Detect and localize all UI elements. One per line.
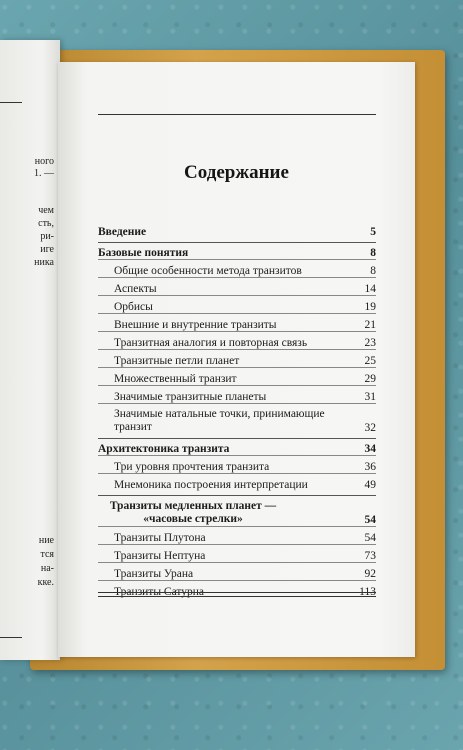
toc-section — [98, 242, 376, 259]
left-text-fragment: на- — [40, 563, 54, 574]
toc-entry-title: Значимые транзитные планеты — [114, 391, 267, 403]
toc-page-number: 23 — [364, 337, 376, 349]
toc-entry-title: Орбисы — [114, 301, 153, 313]
toc-entry — [98, 544, 376, 562]
toc-entry-title: Архитектоника транзита — [98, 443, 230, 455]
toc-entry-title: Базовые понятия — [98, 247, 189, 259]
left-text-fragment: сть, — [38, 218, 54, 229]
page-title: Содержание — [184, 162, 289, 183]
toc-page-number: 8 — [370, 265, 376, 277]
toc-entry — [98, 562, 376, 580]
left-page-bottom-rule — [0, 637, 22, 638]
toc-entry-title: Аспекты — [114, 283, 157, 295]
toc-entry — [98, 259, 376, 277]
toc-entry — [98, 313, 376, 331]
toc-entry-title: Множественный транзит — [114, 373, 237, 385]
toc-entry-title: Значимые натальные точки, принимающие транзит — [114, 408, 325, 433]
toc-entry-title: Транзиты Нептуна — [114, 550, 206, 562]
left-text-fragment: ного — [34, 156, 54, 167]
toc-entry-title: Транзиты Сатурна — [114, 586, 205, 598]
left-text-fragment: кке. — [37, 577, 54, 588]
toc-page-number: 49 — [364, 479, 376, 491]
toc-entry — [98, 526, 376, 544]
toc-page-number: 34 — [364, 443, 376, 455]
toc-page-number: 36 — [364, 461, 376, 473]
toc-page-number: 21 — [364, 319, 376, 331]
toc-entry-title: Транзиты медленных планет — «часовые стрелки» — [109, 500, 277, 525]
toc-entry-title: Внешние и внутренние транзиты — [114, 319, 277, 331]
toc-entry-title: Три уровня прочтения транзита — [114, 461, 270, 473]
toc-entry-title: Транзиты Плутона — [114, 532, 206, 544]
toc-entry — [98, 455, 376, 473]
toc-entry-title: Мнемоника построения интерпретации — [114, 479, 308, 491]
contents-page — [58, 62, 415, 657]
toc-entry — [98, 349, 376, 367]
left-text-fragment: ние — [38, 535, 54, 546]
toc-section — [98, 495, 376, 526]
left-text-fragment: ника — [34, 257, 54, 268]
toc-page-number: 92 — [364, 568, 376, 580]
left-text-fragment: ри- — [40, 231, 54, 242]
toc-page-number: 19 — [364, 301, 376, 313]
toc-page-number: 29 — [364, 373, 376, 385]
left-text-fragment: чем — [38, 205, 54, 216]
bottom-rule — [98, 592, 376, 593]
left-page — [0, 40, 60, 660]
toc-entry — [98, 385, 376, 403]
toc-page-number: 8 — [370, 247, 376, 259]
toc-page-number: 31 — [364, 391, 376, 403]
toc-page-number: 14 — [364, 283, 376, 295]
toc-page-number: 113 — [359, 586, 376, 598]
bottom-rule-second — [98, 596, 376, 597]
toc-entry — [98, 277, 376, 295]
left-page-rule — [0, 102, 22, 103]
toc-section — [98, 222, 376, 238]
toc-page-number: 25 — [364, 355, 376, 367]
table-of-contents — [98, 222, 376, 598]
toc-page-number: 54 — [364, 514, 376, 526]
left-text-fragment: тся — [40, 549, 54, 560]
toc-entry-title: Транзиты Урана — [114, 568, 194, 580]
toc-entry — [98, 331, 376, 349]
toc-entry-title: Введение — [98, 226, 147, 238]
toc-page-number: 54 — [364, 532, 376, 544]
toc-entry — [98, 295, 376, 313]
toc-entry-title: Общие особенности метода транзитов — [114, 265, 302, 277]
toc-page-number: 73 — [364, 550, 376, 562]
toc-section — [98, 438, 376, 455]
toc-entry — [98, 403, 376, 434]
toc-entry-title: Транзитные петли планет — [114, 355, 240, 367]
toc-entry — [98, 473, 376, 491]
toc-page-number: 32 — [364, 422, 376, 434]
toc-entry — [98, 367, 376, 385]
left-text-fragment: иге — [40, 244, 54, 255]
toc-entry-title: Транзитная аналогия и повторная связь — [114, 337, 308, 349]
top-rule — [98, 114, 376, 115]
left-text-fragment: 1. — — [34, 168, 54, 179]
toc-page-number: 5 — [370, 226, 376, 238]
